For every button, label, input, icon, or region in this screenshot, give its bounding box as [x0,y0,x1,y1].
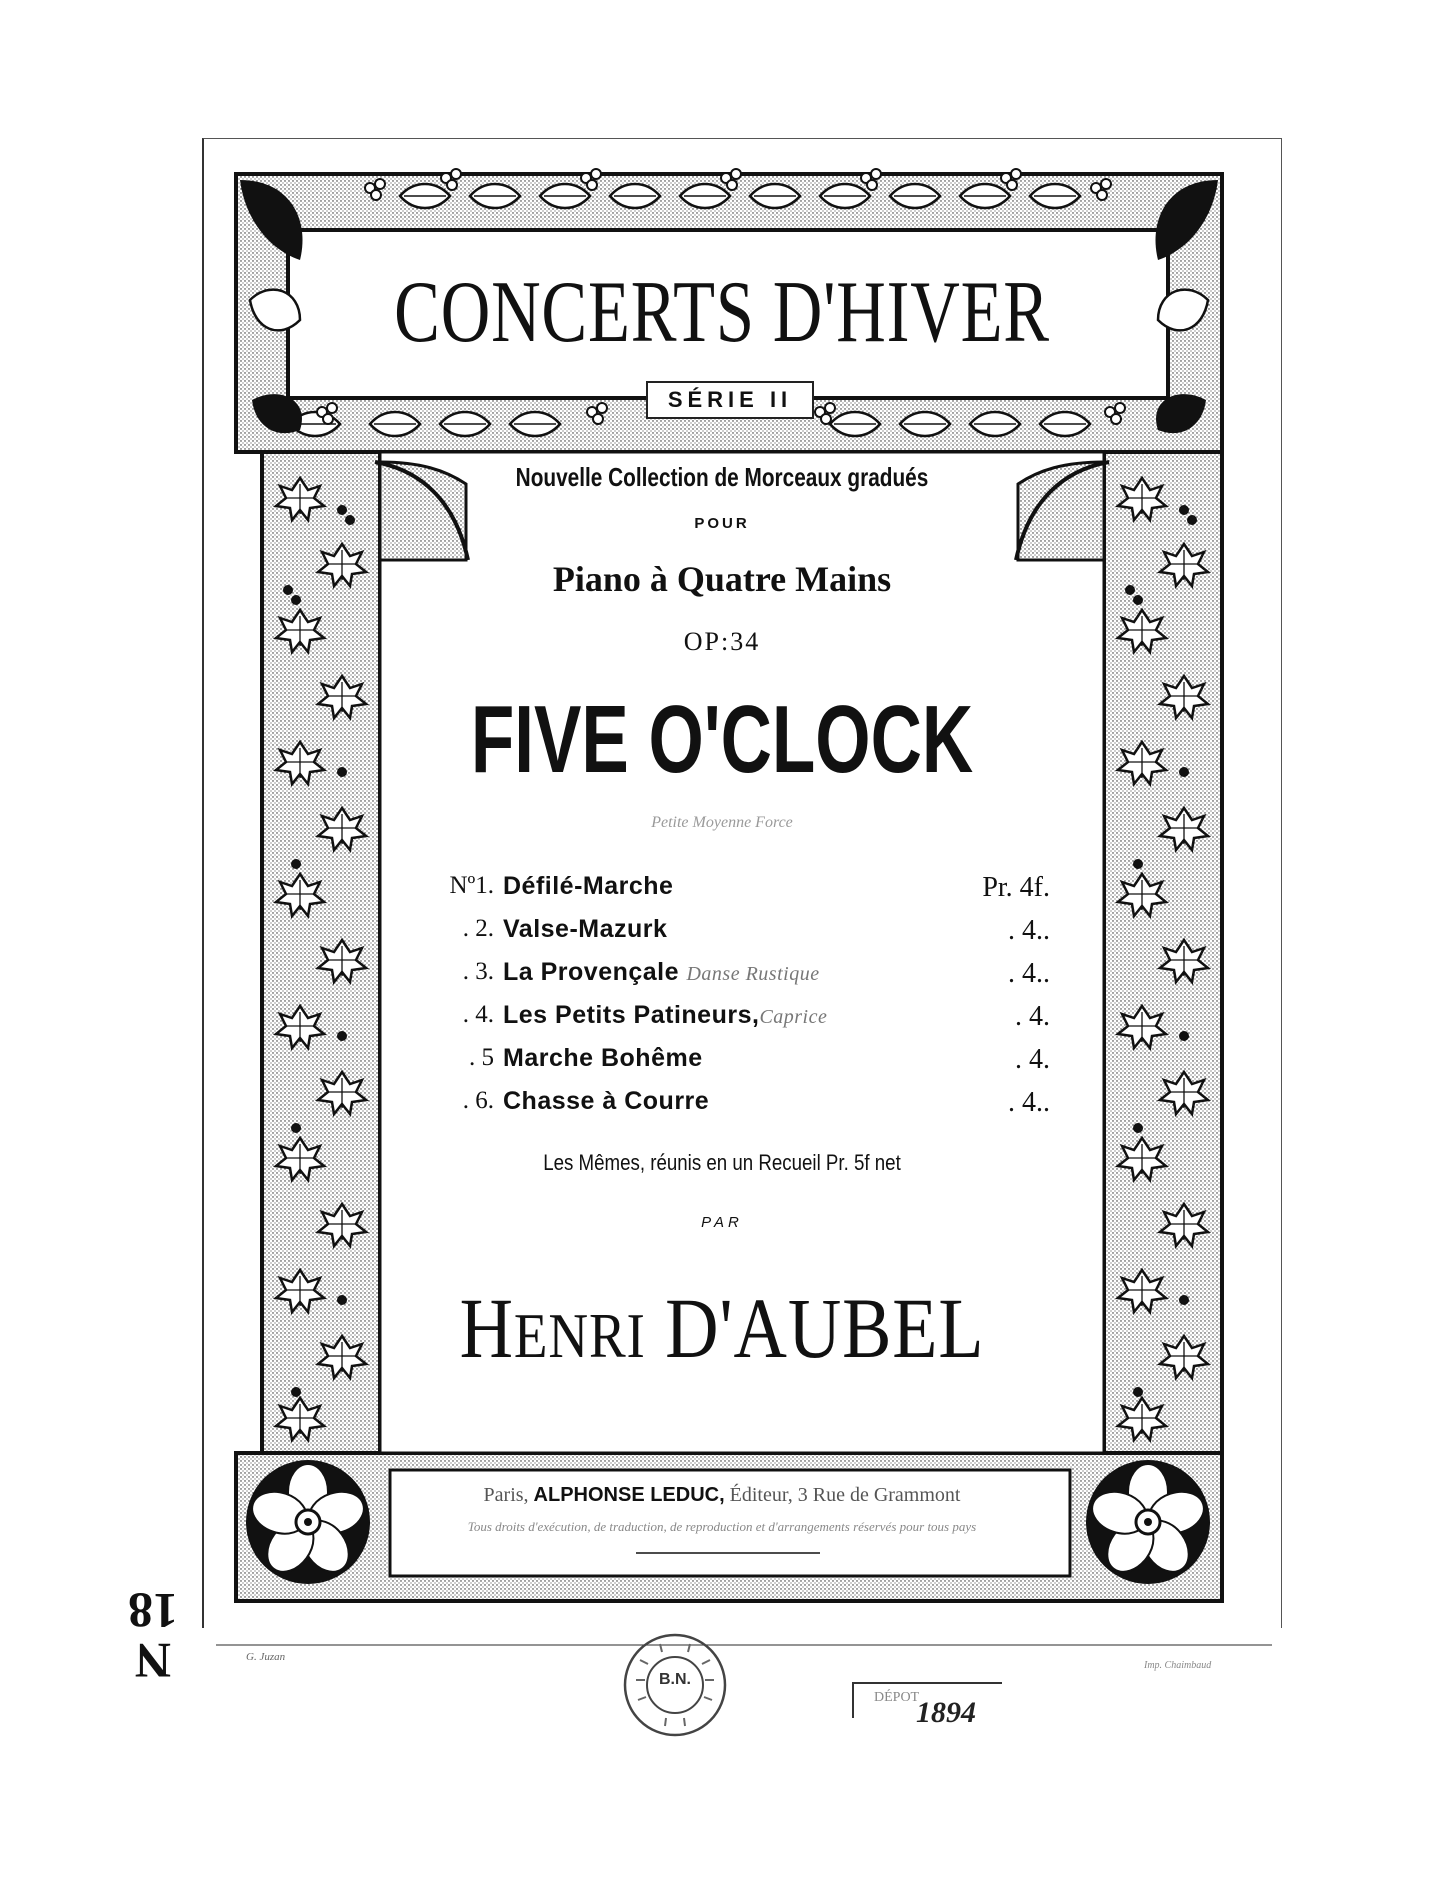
piece-number: Nº1. [449,872,494,899]
piece-list [410,872,1050,1130]
series-label: SÉRIE II [646,381,814,419]
piece-price: . 4. [1015,1044,1050,1075]
deposit-number: 1894 [916,1696,976,1729]
piece-title: Défilé-Marche [503,872,674,900]
piece-row [410,1001,1050,1044]
piece-title: Marche Bohême [503,1044,703,1072]
piece-title: Les Petits Patineurs,Caprice [503,1001,828,1029]
collection-note: Les Mêmes, réunis en un Recueil Pr. 5f net [543,1150,901,1175]
piece-number: . 6. [462,1087,494,1114]
piece-number: . 3. [462,958,494,985]
printer-credit: Imp. Chaimbaud [1144,1660,1212,1671]
piece-row [410,872,1050,915]
piece-row [410,958,1050,1001]
main-title: CONCERTS D'HIVER [394,264,1050,361]
piece-number: . 4. [462,1001,494,1028]
piece-price: . 4. [1015,1001,1050,1032]
piece-row [410,1044,1050,1087]
piece-row [410,915,1050,958]
piece-title: Chasse à Courre [503,1087,710,1115]
deposit-label: DÉPOT [852,1682,1002,1718]
piece-price: Pr. 4f. [982,872,1050,903]
collection-subtitle: Nouvelle Collection de Morceaux gradués [515,462,929,492]
piece-number: . 5 [469,1044,494,1071]
instrumentation: Piano à Quatre Mains [552,559,892,599]
piece-number: . 2. [462,915,494,942]
stamp-text: B.N. [659,1671,691,1688]
piece-row [410,1087,1050,1130]
difficulty-level: Petite Moyenne Force [651,814,793,831]
composer-name: HENRI D'AUBEL [459,1280,985,1376]
opus-number: OP:34 [683,627,761,656]
par-label: PAR [701,1214,743,1231]
piece-title: Valse-Mazurk [503,915,668,943]
piece-title: La Provençale Danse Rustique [503,958,820,986]
pour-label: POUR [694,515,750,532]
piece-price: . 4.. [1008,1087,1050,1118]
work-title: FIVE O'CLOCK [470,686,974,793]
rights-note: Tous droits d'exécution, de traduction, de reproduction et d'arrangements réservés pour tous pays [467,1519,977,1534]
publisher-line: Paris, ALPHONSE LEDUC, Éditeur, 3 Rue de Grammont [483,1484,961,1506]
piece-price: . 4.. [1008,915,1050,946]
engraver-credit: G. Juzan [246,1651,286,1663]
library-stamp [620,1630,730,1740]
piece-price: . 4.. [1008,958,1050,989]
shelfmark: N 18 [128,1583,178,1689]
